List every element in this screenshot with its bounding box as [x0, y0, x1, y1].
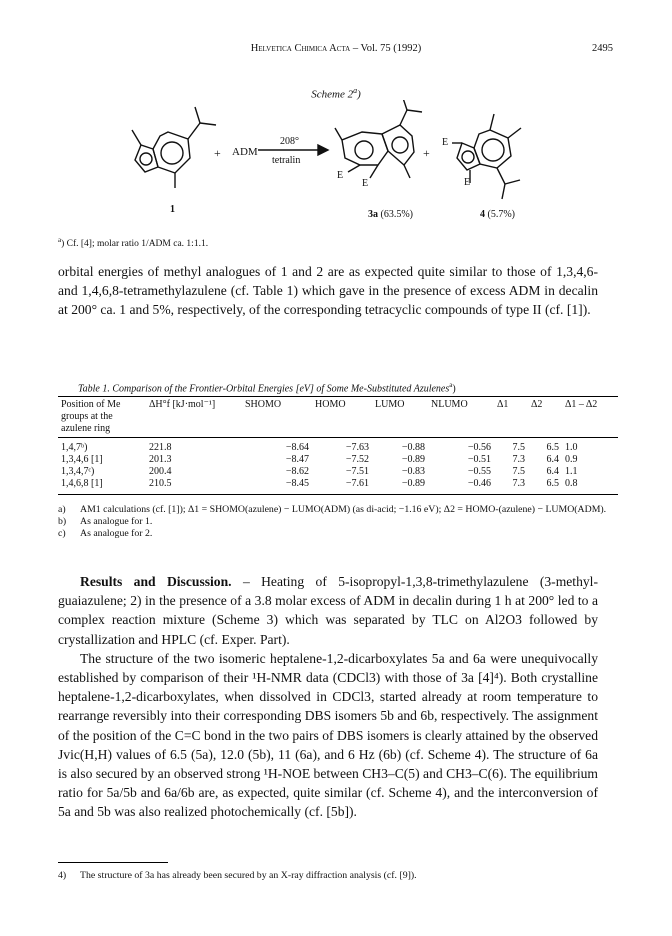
volume-year: – Vol. 75 (1992) [350, 43, 422, 54]
table-row: 1,3,4,7ᶜ) 200.4 −8.62 −7.51 −0.83 −0.55 7.5 6.4 1.1 [61, 466, 578, 477]
footnote-rule [58, 862, 168, 863]
results-paragraph-2: The structure of the two isomeric heptalene-1,2-dicarboxylates 5a and 6a were unequivocally established by comparison of their ¹H-NMR data (CDCl3) with those of 3a [4]⁴). Both crystalline heptalene-1,2-dicarboxylates, when dissolved in CDCl3, started already at room temperature to rearrange reversibly into their corresponding DBS isomers 5b and 6b, respectively. The assignment of the position of the C=C bond in the two pairs of DBS isomers is clearly attained by the observed Jvic(H,H) values of 6.5 (5a), 12.0 (5b), 11 (6a), and 6 Hz (6b) (cf. Scheme 4). The structure of 6a is also secured by an observed strong ¹H-NOE between CH3–C(5) and CH3–C(6). The equilibrium ratio for 5a/5b and 6a/6b are, as expected, quite similar (cf. Scheme 4), and the interconversion of 5a and 5b was also realized photochemically (cf. [5b]). [58, 650, 598, 820]
temperature-label: 208° [280, 136, 299, 147]
running-header [0, 43, 672, 54]
compound-1-label: 1 [170, 204, 175, 215]
scheme-title: Scheme 2$^a$) [311, 86, 361, 101]
table-note: b) As analogue for 1. [58, 516, 153, 528]
table-notes [58, 504, 618, 541]
reaction-scheme [0, 100, 672, 240]
compound-3a-structure [335, 100, 422, 178]
column-header: Δ1 – Δ2 [565, 399, 598, 410]
table-row: 1,4,7ᵇ) 221.8 −8.64 −7.63 −0.88 −0.56 7.5 6.5 1.0 [61, 442, 578, 453]
substituent-e-label: E [442, 137, 449, 148]
column-header: ΔH°f [kJ·mol⁻¹] [149, 399, 216, 410]
table-row: 1,4,6,8 [1] 210.5 −8.45 −7.61 −0.89 −0.46 7.3 6.5 0.8 [58, 478, 618, 495]
column-header: Δ1 [497, 399, 509, 410]
plus-sign: + [423, 146, 430, 160]
column-header: SHOMO [245, 399, 282, 410]
footnote-4: 4) The structure of 3a has already been secured by an X-ray diffraction analysis (cf. [9]). [58, 870, 417, 881]
table-note: a) AM1 calculations (cf. [1]); Δ1 = SHOMO(azulene) − LUMO(ADM) (as di-acid; −1.16 eV); Δ2 = HOMO-(azulene) − LUMO(ADM). [58, 504, 607, 515]
reagent-label: ADM [232, 146, 258, 158]
column-header: NLUMO [431, 399, 468, 410]
scheme-footnote: $^a$) Cf. [4]; molar ratio 1/ADM ca. 1:1.1. [58, 236, 209, 250]
page-number: 2495 [592, 43, 613, 54]
column-header: LUMO [375, 399, 405, 410]
table-row: 1,3,4,6 [1] 201.3 −8.47 −7.52 −0.89 −0.51 7.3 6.4 0.9 [61, 454, 578, 465]
section-heading: Results and Discussion. [80, 574, 232, 589]
substituent-e-label: E [337, 170, 344, 181]
column-header: Position of Me groups at the azulene ring [61, 399, 121, 434]
table-header-row [58, 397, 618, 438]
journal-name: Helvetica Chimica Acta [250, 43, 351, 54]
compound-4-label: 4 (5.7%) [480, 209, 515, 220]
table-1 [58, 396, 618, 495]
substituent-e-label: E [362, 178, 369, 189]
compound-1-structure [132, 107, 216, 188]
table-caption: Table 1. Comparison of the Frontier-Orbital Energies [eV] of Some Me-Substituted Azulenes$^a$) [78, 381, 456, 395]
results-section [58, 572, 598, 822]
body-paragraph-1: orbital energies of methyl analogues of 1 and 2 are as expected quite similar to those of 1,3,4,6- and 1,4,6,8-tetramethylazulene (cf. Table 1) which gave in the presence of excess ADM in decalin at 200° ca. 1 and 5%, respectively, of the corresponding tetracyclic compounds of type II (cf. [1]). [58, 264, 598, 318]
solvent-label: tetralin [272, 155, 301, 166]
substituent-e-label: E [464, 177, 471, 188]
results-paragraph-1: – Heating of 5-isopropyl-1,3,8-trimethylazulene (3-methyl-guaiazulene; 2) in the presence of a 3.8 molar excess of ADM in decalin during 1 h at 200° led to a complex reaction mixture (Scheme 3) which was separated by TLC on Al2O3 followed by crystallization and HPLC (cf. Exper. Part). [58, 574, 598, 647]
compound-4-structure [452, 114, 521, 199]
table-note: c) As analogue for 2. [58, 528, 153, 540]
column-header: Δ2 [531, 399, 543, 410]
compound-3a-label: 3a (63.5%) [368, 209, 413, 220]
column-header: HOMO [315, 399, 346, 410]
plus-sign: + [214, 146, 221, 160]
